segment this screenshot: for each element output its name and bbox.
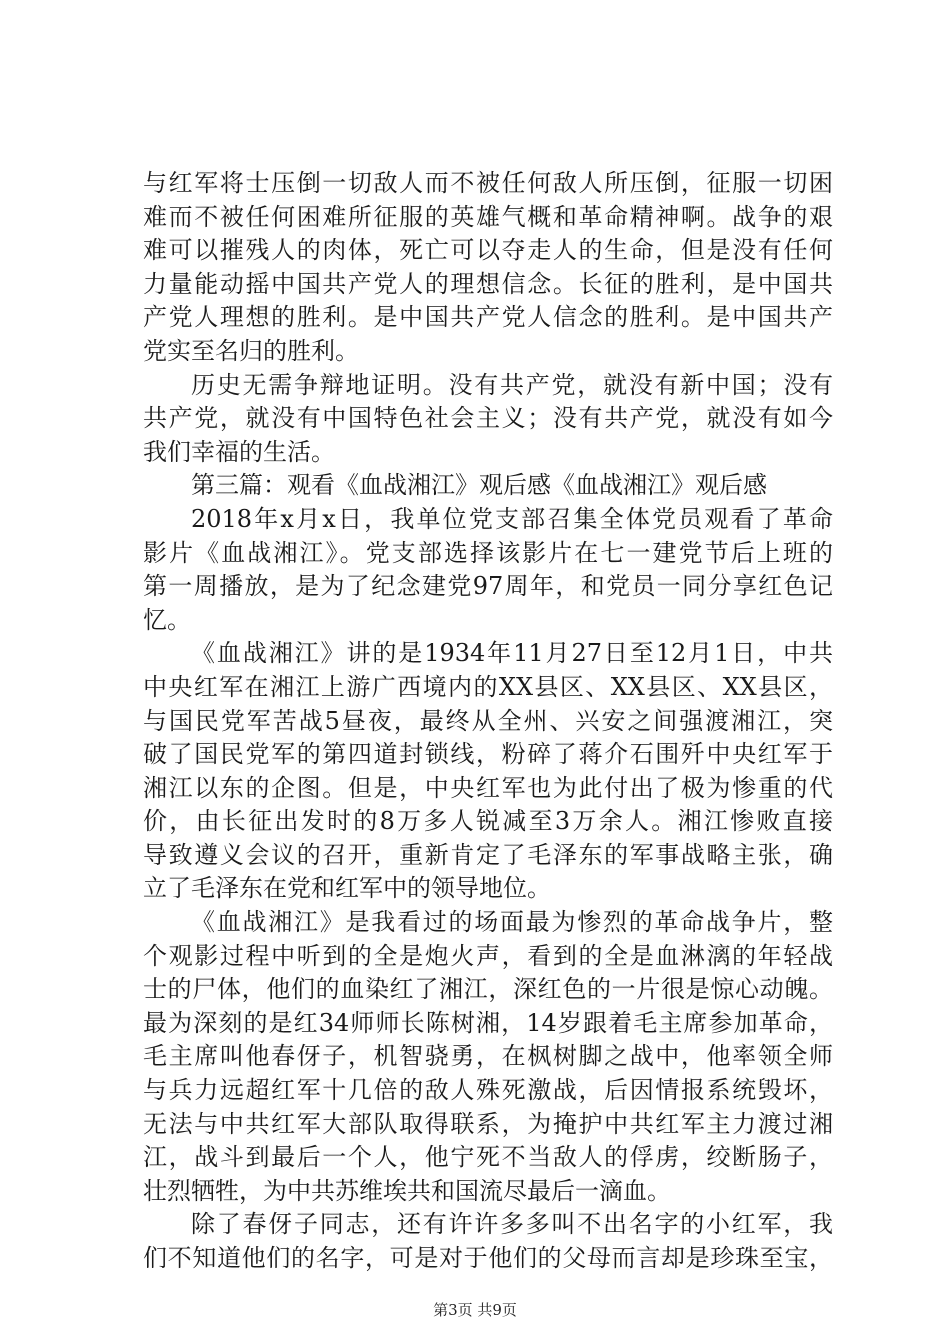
text-line: 难而不被任何困难所征服的英雄气概和革命精神啊。战争的艰 xyxy=(143,202,833,231)
text-line: 江，战斗到最后一个人，他宁死不当敌人的俘虏，绞断肠子， xyxy=(143,1143,833,1172)
text-line: 第三篇：观看《血战湘江》观后感《血战湘江》观后感 xyxy=(191,471,767,500)
text-line: 历史无需争辩地证明。没有共产党，就没有新中国；没有 xyxy=(191,370,833,399)
text-line: 破了国民党军的第四道封锁线，粉碎了蒋介石围歼中央红军于 xyxy=(143,740,833,769)
text-line: 《血战湘江》是我看过的场面最为惨烈的革命战争片，整 xyxy=(191,908,833,937)
text-line: 无法与中共红军大部队取得联系，为掩护中共红军主力渡过湘 xyxy=(143,1109,833,1138)
text-line: 毛主席叫他春伢子，机智骁勇，在枫树脚之战中，他率领全师 xyxy=(143,1042,833,1071)
text-line: 第一周播放，是为了纪念建党97周年，和党员一同分享红色记 xyxy=(143,572,833,601)
text-line: 壮烈牺牲，为中共苏维埃共和国流尽最后一滴血。 xyxy=(143,1176,671,1205)
text-line: 与兵力远超红军十几倍的敌人殊死激战，后因情报系统毁坏， xyxy=(143,1076,833,1105)
text-line: 党实至名归的胜利。 xyxy=(143,336,359,365)
text-line: 与红军将士压倒一切敌人而不被任何敌人所压倒，征服一切困 xyxy=(143,169,833,197)
text-line: 力量能动摇中国共产党人的理想信念。长征的胜利，是中国共 xyxy=(143,269,833,298)
document-body xyxy=(143,167,833,1276)
text-line: 中央红军在湘江上游广西境内的XX县区、XX县区、XX县区， xyxy=(143,672,833,701)
text-line: 个观影过程中听到的全是炮火声，看到的全是血淋漓的年轻战 xyxy=(143,941,833,970)
text-line: 价，由长征出发时的8万多人锐减至3万余人。湘江惨败直接 xyxy=(143,807,833,836)
text-line: 最为深刻的是红34师师长陈树湘，14岁跟着毛主席参加革命， xyxy=(143,1008,833,1037)
text-line: 产党人理想的胜利。是中国共产党人信念的胜利。是中国共产 xyxy=(143,303,833,332)
text-line: 影片《血战湘江》。党支部选择该影片在七一建党节后上班的 xyxy=(143,538,833,567)
text-line: 2018年x月x日，我单位党支部召集全体党员观看了革命 xyxy=(191,504,833,533)
text-line: 除了春伢子同志，还有许许多多叫不出名字的小红军，我 xyxy=(191,1210,833,1239)
text-line: 共产党，就没有中国特色社会主义；没有共产党，就没有如今 xyxy=(143,404,833,433)
text-line: 导致遵义会议的召开，重新肯定了毛泽东的军事战略主张，确 xyxy=(143,840,833,869)
page-footer: 第3页 共9页 xyxy=(433,1301,517,1319)
text-line: 难可以摧残人的肉体，死亡可以夺走人的生命，但是没有任何 xyxy=(143,236,833,265)
text-line: 与国民党军苦战5昼夜，最终从全州、兴安之间强渡湘江，突 xyxy=(143,706,833,735)
text-line: 湘江以东的企图。但是，中央红军也为此付出了极为惨重的代 xyxy=(143,773,833,802)
text-line: 们不知道他们的名字，可是对于他们的父母而言却是珍珠至宝， xyxy=(143,1244,833,1272)
text-line: 立了毛泽东在党和红军中的领导地位。 xyxy=(143,874,551,903)
text-line: 我们幸福的生活。 xyxy=(143,437,335,466)
text-line: 士的尸体，他们的血染红了湘江，深红色的一片很是惊心动魄。 xyxy=(143,975,833,1004)
text-line: 《血战湘江》讲的是1934年11月27日至12月1日，中共 xyxy=(191,639,833,668)
text-line: 忆。 xyxy=(143,605,191,634)
